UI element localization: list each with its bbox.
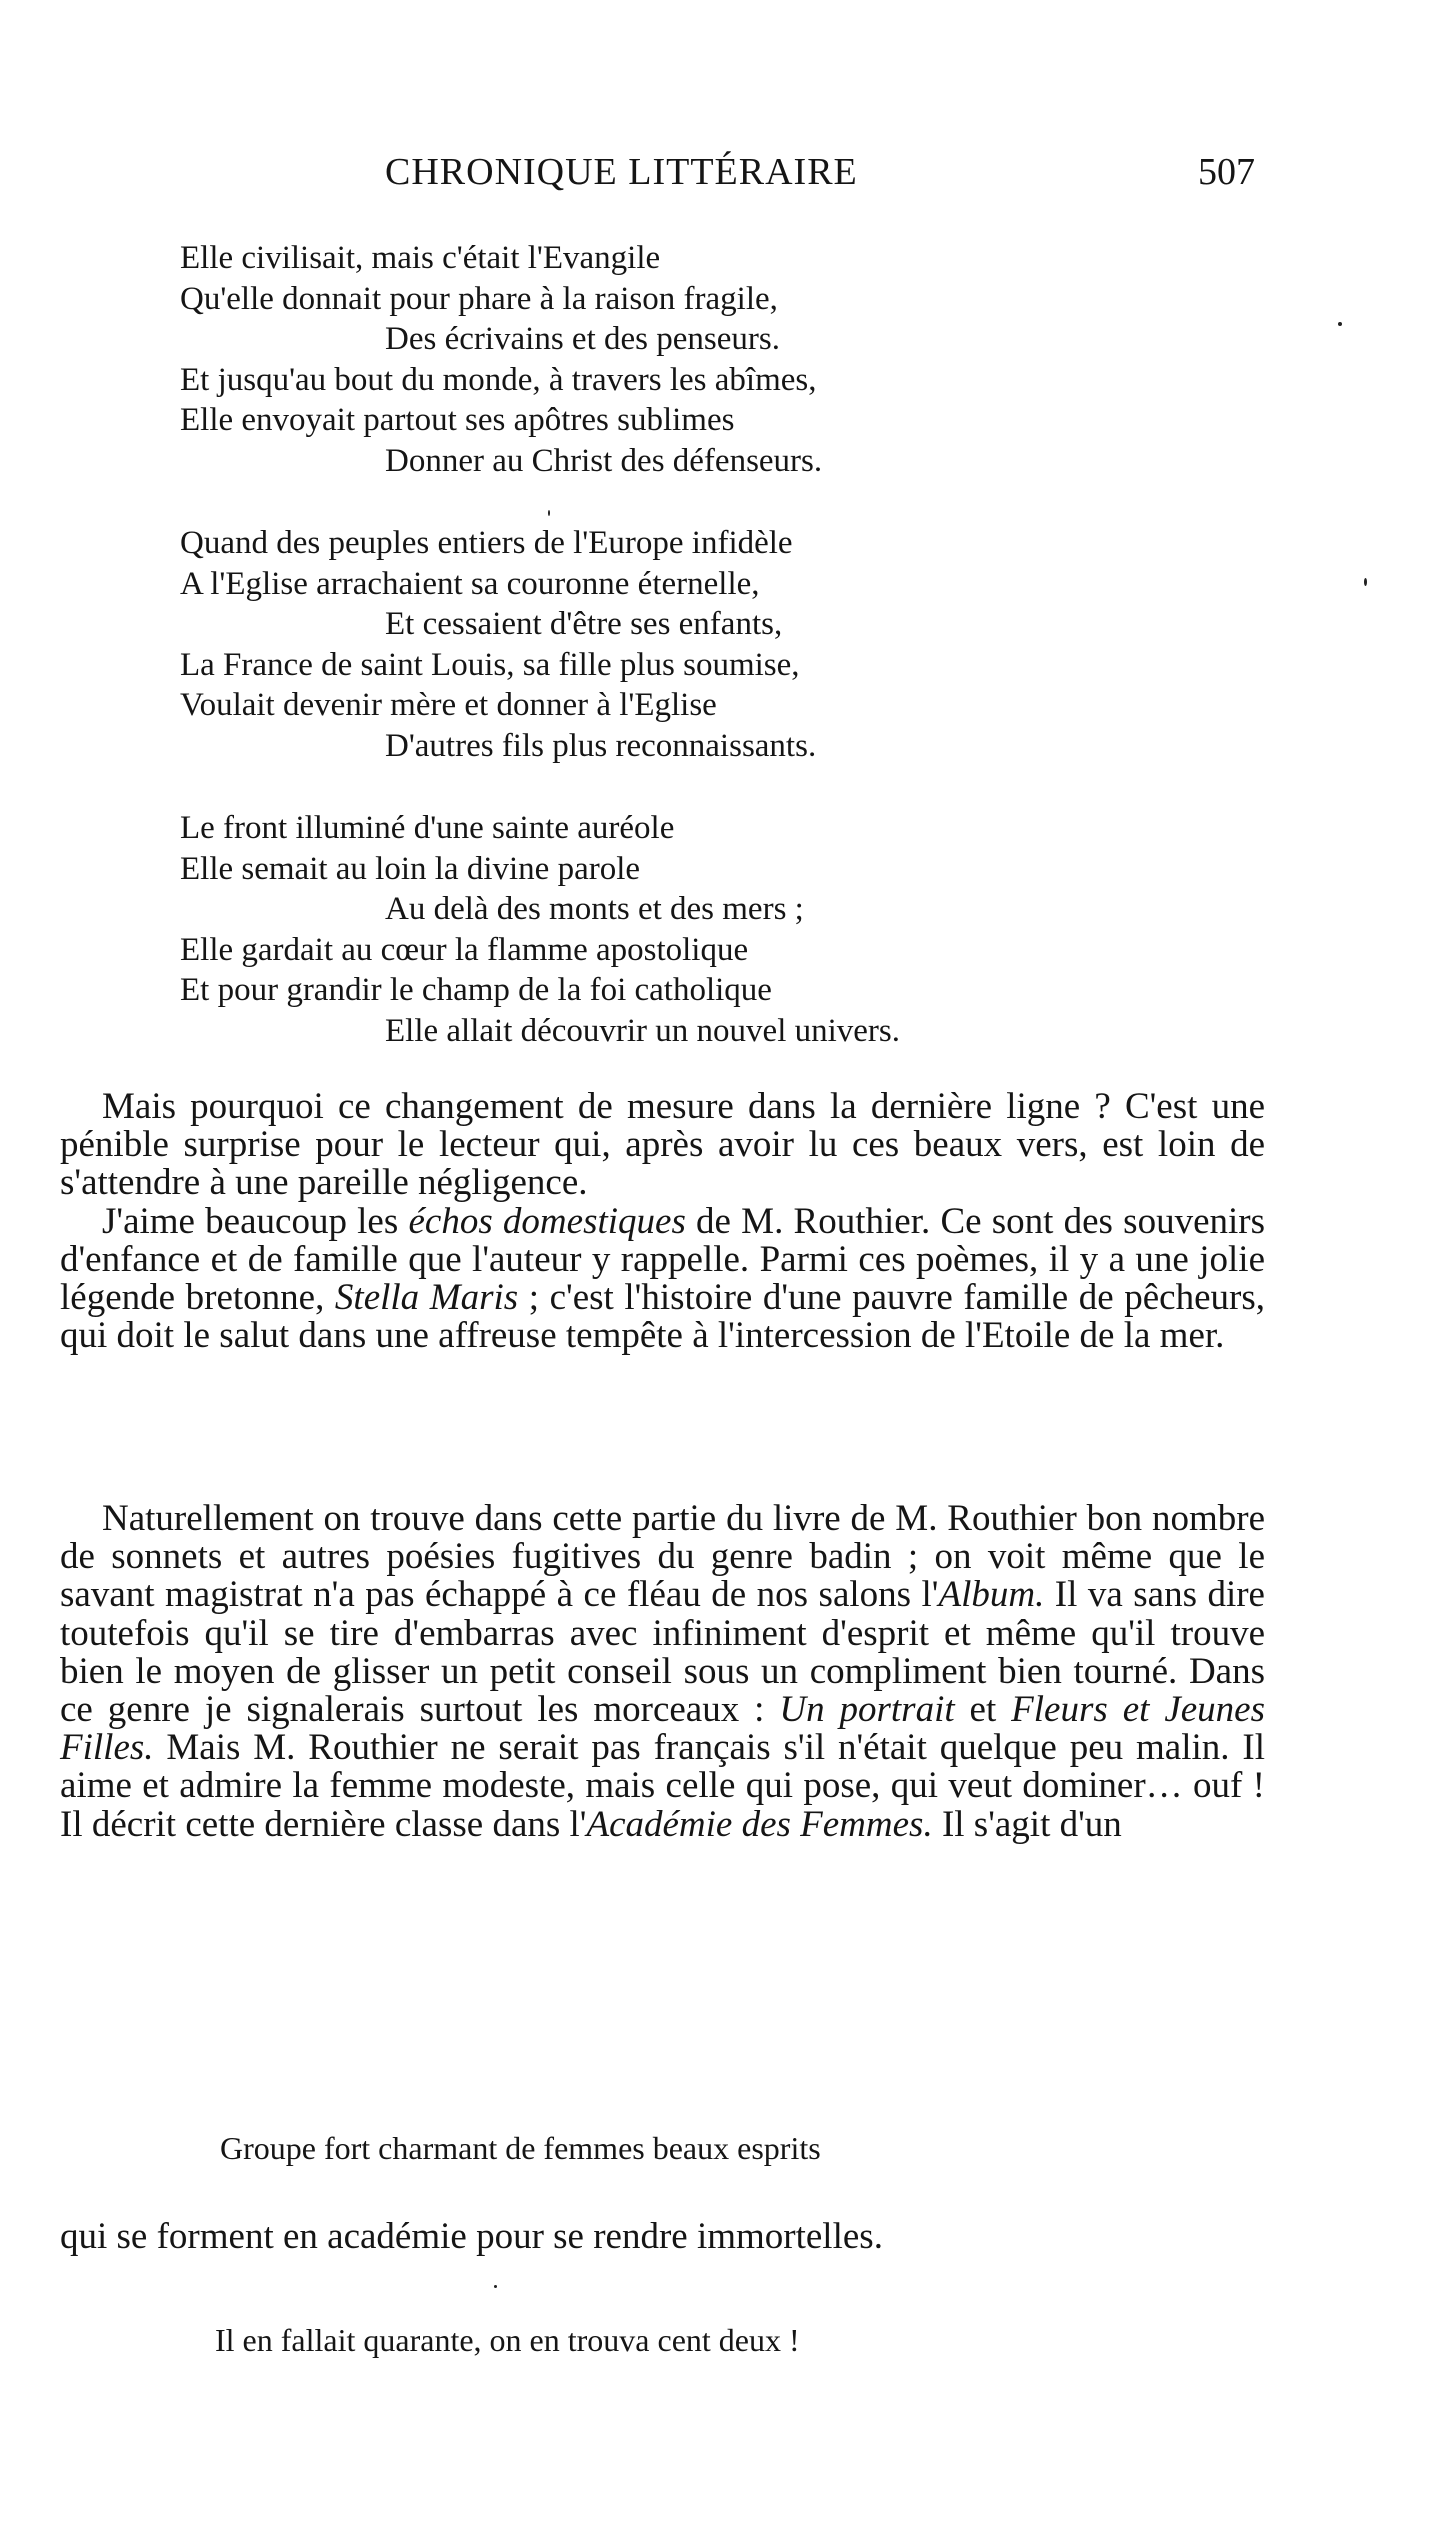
verse-line: A l'Eglise arrachaient sa couronne éternelle, (180, 565, 760, 602)
italic-title: Fleurs et Jeunes Filles. (60, 1689, 1265, 1769)
poem-stanza-3 (180, 808, 1080, 1051)
verse-line: Qu'elle donnait pour phare à la raison fragile, (180, 280, 778, 317)
print-speck (494, 2285, 497, 2288)
verse-line: Voulait devenir mère et donner à l'Eglise (180, 687, 717, 723)
page-number: 507 (1198, 151, 1255, 193)
verse-line: Elle semait au loin la divine parole (180, 850, 641, 887)
verse-line: Quand des peuples entiers de l'Europe infidèle (180, 525, 793, 561)
verse-line: Le front illuminé d'une sainte auréole (180, 810, 675, 846)
poem-stanza-2 (180, 523, 1080, 766)
prose-block-1 (60, 1088, 1265, 1355)
quoted-verse-1: Groupe fort charmant de femmes beaux esprits (220, 2130, 821, 2166)
paragraph-echos-domestiques: J'aime beaucoup les échos domestiques de M. Routhier. Ce sont des souvenirs d'enfance et de famille que l'auteur y rappelle. Parmi ces poèmes, il y a une jolie légende bretonne, Stella Maris ; c'est l'histoire d'une pauvre famille de pêcheurs, qui doit le salut dans une affreuse tempête à l'intercession de l'Etoile de la mer. (60, 1200, 1265, 1357)
italic-title: Académie des Femmes. (586, 1803, 933, 1845)
verse-line: Elle civilisait, mais c'était l'Evangile (180, 240, 661, 276)
verse-line: Elle allait découvrir un nouvel univers. (385, 1012, 901, 1049)
verse-line: D'autres fils plus reconnaissants. (385, 727, 817, 764)
running-title: CHRONIQUE LITTÉRAIRE (385, 151, 858, 193)
quoted-verse-2: Il en fallait quarante, on en trouva cent deux ! (215, 2322, 800, 2358)
italic-title: Stella Maris (334, 1277, 519, 1319)
italic-title: échos domestiques (408, 1200, 686, 1242)
verse-line: Elle gardait au cœur la flamme apostolique (180, 931, 749, 968)
verse-line: Des écrivains et des penseurs. (385, 321, 780, 357)
verse-line: Au delà des monts et des mers ; (385, 891, 804, 927)
print-speck (548, 510, 550, 516)
print-speck (1338, 322, 1342, 326)
italic-title: Un portrait (779, 1689, 955, 1731)
poem-stanza-1 (180, 238, 1080, 481)
verse-line: Elle envoyait partout ses apôtres sublimes (180, 402, 735, 438)
prose-block-2 (60, 1500, 1265, 1844)
print-speck (1364, 578, 1367, 586)
verse-line: La France de saint Louis, sa fille plus soumise, (180, 646, 800, 683)
paragraph-sonnets: Naturellement on trouve dans cette partie du livre de M. Routhier bon nombre de sonnets et autres poésies fugitives du genre badin ; on voit même que le savant magistrat n'a pas échappé à ce fléau de nos salons l'Album. Il va sans dire toutefois qu'il se tire d'embarras avec infiniment d'esprit et même qu'il trouve bien le moyen de glisser un petit conseil sous un compliment bien tourné. Dans ce genre je signalerais surtout les morceaux : Un portrait et Fleurs et Jeunes Filles. Mais M. Routhier ne serait pas français s'il n'était quelque peu malin. Il aime et admire la femme modeste, mais celle qui pose, qui veut dominer… ouf ! Il décrit cette dernière classe dans l'Académie des Femmes. Il s'agit d'un (60, 1498, 1265, 1845)
page-header (0, 150, 1432, 200)
verse-line: Donner au Christ des défenseurs. (385, 442, 823, 479)
prose-continuation-line: qui se forment en académie pour se rendre immortelles. (60, 2216, 883, 2257)
verse-line: Et cessaient d'être ses enfants, (385, 606, 783, 642)
verse-line: Et jusqu'au bout du monde, à travers les abîmes, (180, 361, 817, 398)
italic-title: Album. (938, 1574, 1045, 1616)
verse-line: Et pour grandir le champ de la foi catholique (180, 972, 772, 1008)
paragraph-measure-change: Mais pourquoi ce changement de mesure dans la dernière ligne ? C'est une pénible surprise pour le lecteur qui, après avoir lu ces beaux vers, est loin de s'attendre à une pareille négligence. (60, 1086, 1265, 1204)
